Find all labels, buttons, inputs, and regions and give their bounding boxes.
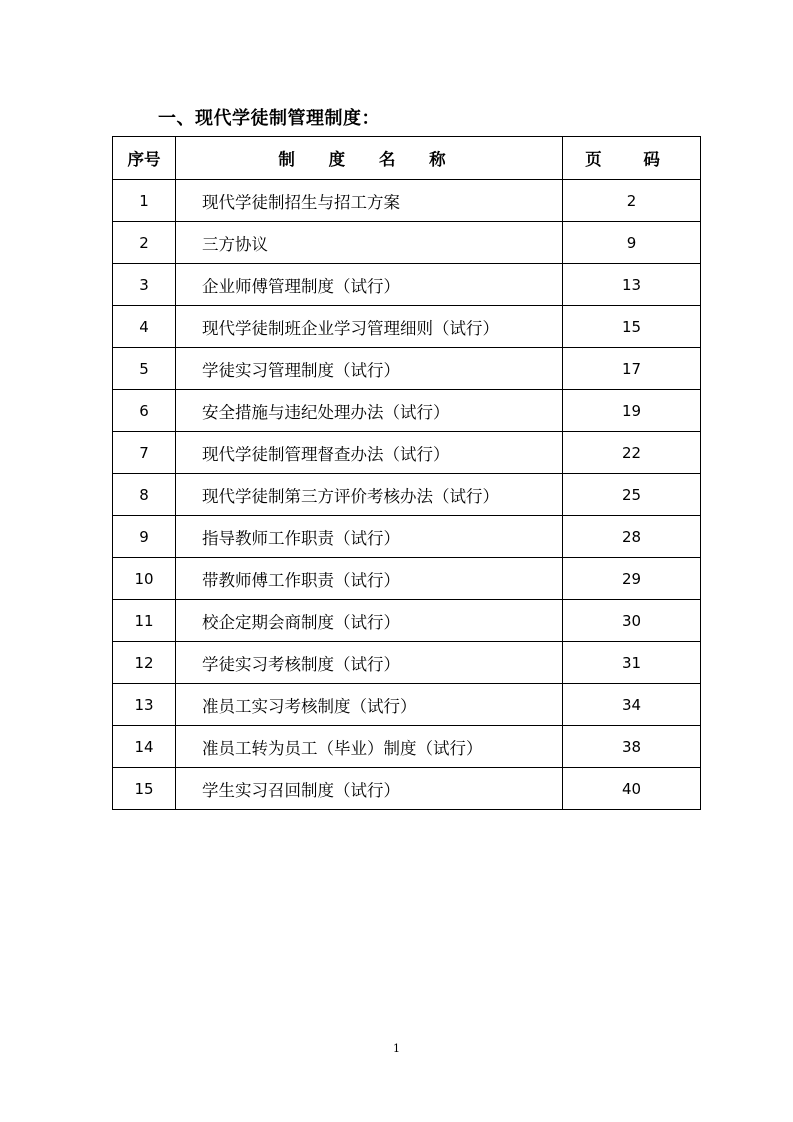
row-number: 7 xyxy=(113,432,176,474)
row-number: 11 xyxy=(113,600,176,642)
row-page: 13 xyxy=(563,264,701,306)
row-title: 现代学徒制管理督查办法（试行） xyxy=(176,432,563,474)
row-number: 5 xyxy=(113,348,176,390)
row-title: 现代学徒制班企业学习管理细则（试行） xyxy=(176,306,563,348)
table-row xyxy=(113,642,701,684)
row-number: 15 xyxy=(113,768,176,810)
table-row xyxy=(113,558,701,600)
table-row xyxy=(113,306,701,348)
row-page: 31 xyxy=(563,642,701,684)
table-row xyxy=(113,684,701,726)
table-row xyxy=(113,222,701,264)
row-number: 4 xyxy=(113,306,176,348)
page-number: 1 xyxy=(393,1042,400,1055)
row-page: 22 xyxy=(563,432,701,474)
table-row xyxy=(113,768,701,810)
table-row xyxy=(113,348,701,390)
table-row xyxy=(113,600,701,642)
header-page: 页 码 xyxy=(563,137,701,180)
row-number: 9 xyxy=(113,516,176,558)
row-title: 准员工转为员工（毕业）制度（试行） xyxy=(176,726,563,768)
row-page: 38 xyxy=(563,726,701,768)
row-page: 17 xyxy=(563,348,701,390)
row-title: 学徒实习管理制度（试行） xyxy=(176,348,563,390)
row-title: 现代学徒制招生与招工方案 xyxy=(176,180,563,222)
header-name: 制 度 名 称 xyxy=(176,137,563,180)
table-body xyxy=(113,180,701,810)
row-number: 3 xyxy=(113,264,176,306)
table-row xyxy=(113,390,701,432)
row-page: 15 xyxy=(563,306,701,348)
row-number: 1 xyxy=(113,180,176,222)
row-page: 30 xyxy=(563,600,701,642)
table-row xyxy=(113,180,701,222)
row-page: 2 xyxy=(563,180,701,222)
toc-table xyxy=(112,136,701,810)
row-number: 14 xyxy=(113,726,176,768)
row-title: 安全措施与违纪处理办法（试行） xyxy=(176,390,563,432)
table-row xyxy=(113,432,701,474)
row-page: 40 xyxy=(563,768,701,810)
table-row xyxy=(113,726,701,768)
section-heading: 一、现代学徒制管理制度： xyxy=(158,108,380,129)
row-page: 9 xyxy=(563,222,701,264)
table-header-row xyxy=(113,137,701,180)
row-title: 学生实习召回制度（试行） xyxy=(176,768,563,810)
row-page: 25 xyxy=(563,474,701,516)
row-title: 带教师傅工作职责（试行） xyxy=(176,558,563,600)
row-title: 准员工实习考核制度（试行） xyxy=(176,684,563,726)
row-title: 三方协议 xyxy=(176,222,563,264)
row-page: 34 xyxy=(563,684,701,726)
row-number: 10 xyxy=(113,558,176,600)
row-page: 29 xyxy=(563,558,701,600)
row-number: 12 xyxy=(113,642,176,684)
row-number: 6 xyxy=(113,390,176,432)
table-row xyxy=(113,474,701,516)
row-title: 企业师傅管理制度（试行） xyxy=(176,264,563,306)
row-number: 8 xyxy=(113,474,176,516)
row-number: 13 xyxy=(113,684,176,726)
row-page: 19 xyxy=(563,390,701,432)
row-title: 校企定期会商制度（试行） xyxy=(176,600,563,642)
row-title: 现代学徒制第三方评价考核办法（试行） xyxy=(176,474,563,516)
header-number: 序号 xyxy=(113,137,176,180)
row-page: 28 xyxy=(563,516,701,558)
row-number: 2 xyxy=(113,222,176,264)
table-row xyxy=(113,516,701,558)
table-row xyxy=(113,264,701,306)
row-title: 指导教师工作职责（试行） xyxy=(176,516,563,558)
row-title: 学徒实习考核制度（试行） xyxy=(176,642,563,684)
